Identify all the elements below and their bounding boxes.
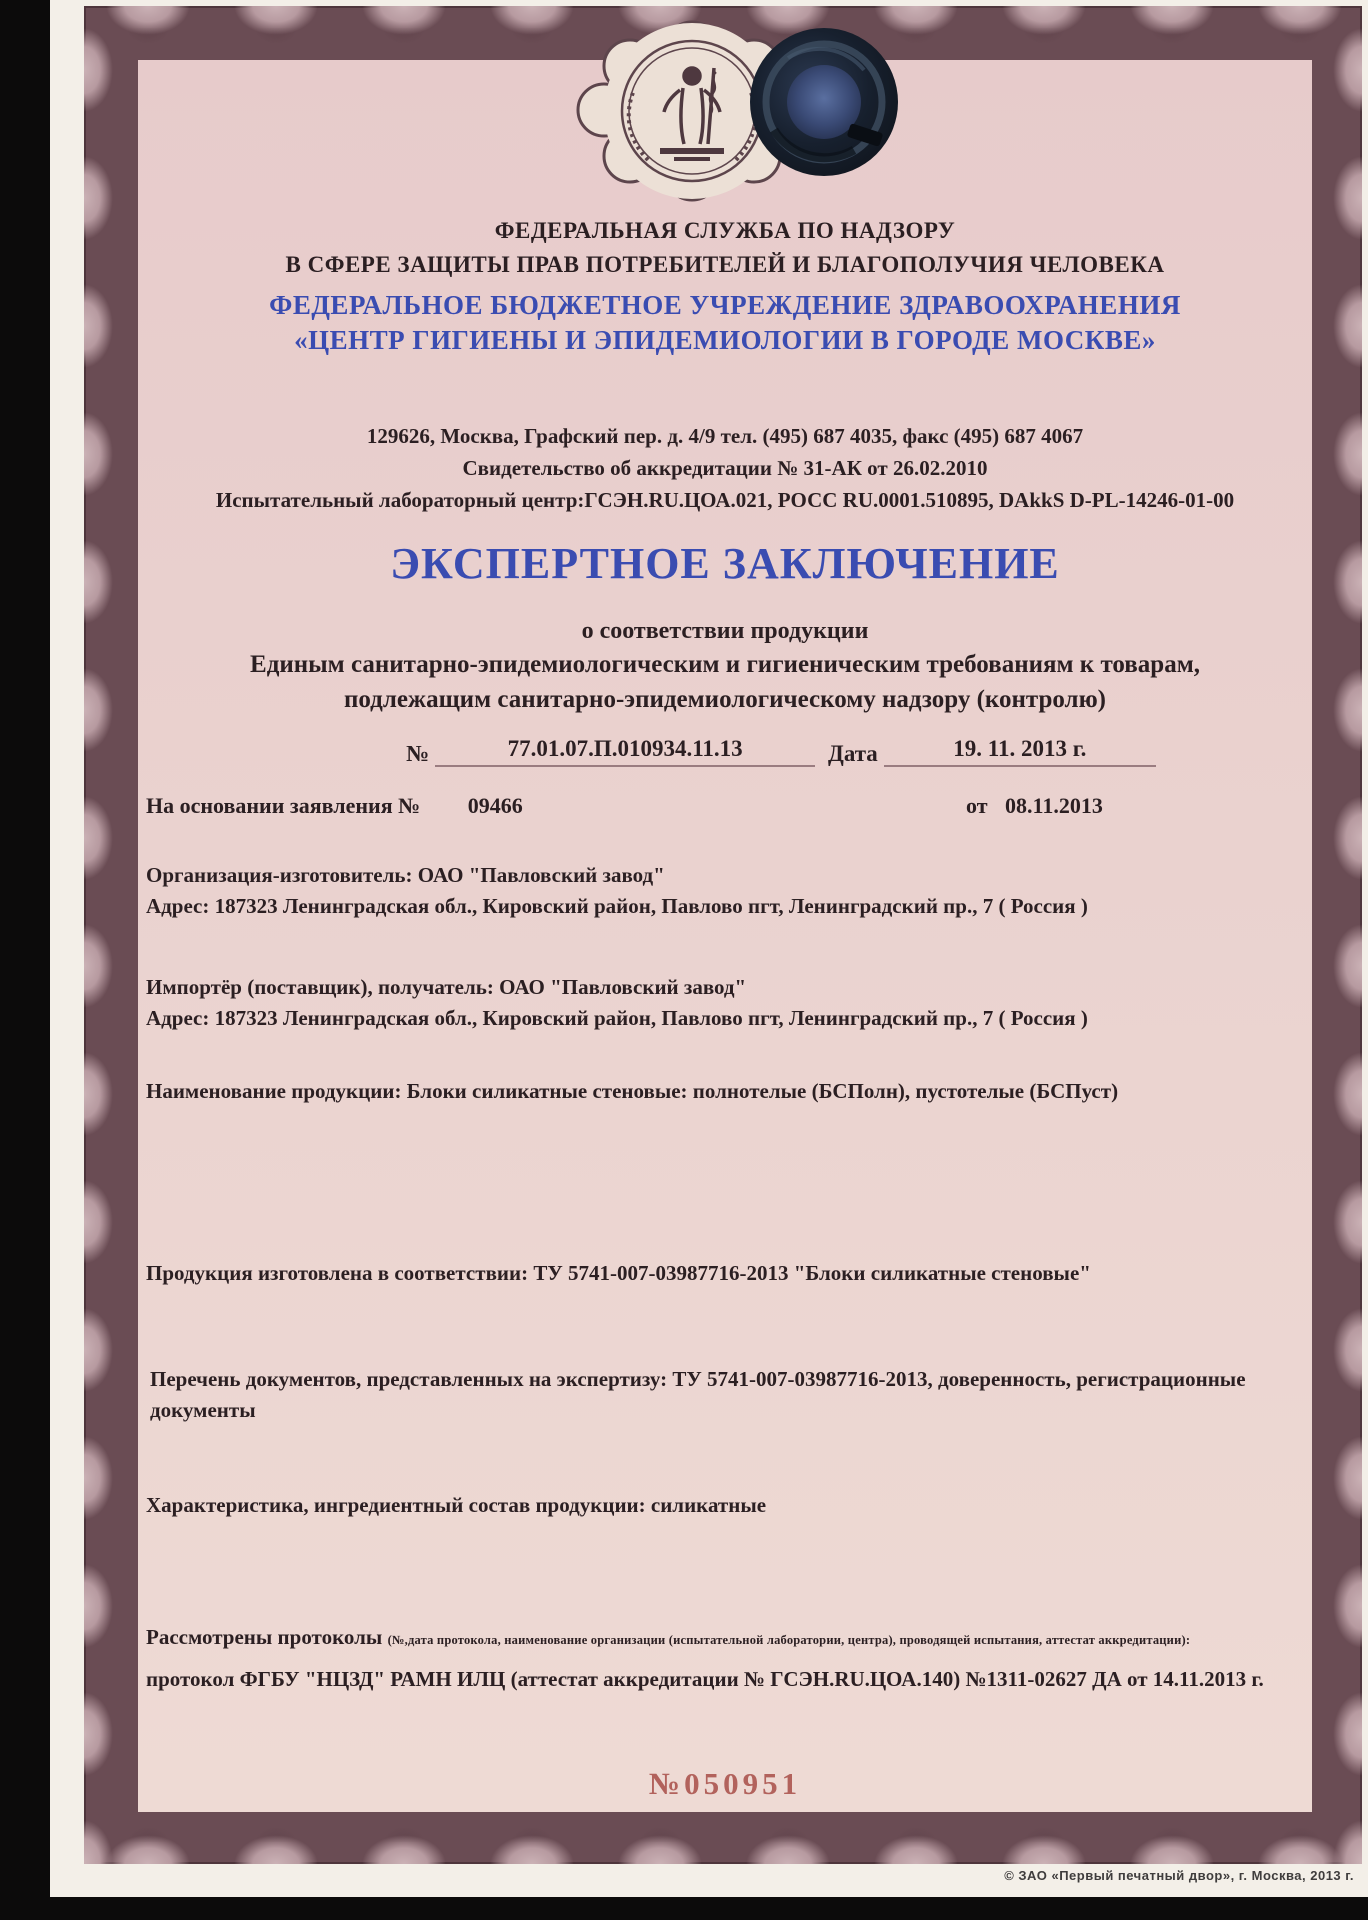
- border-edge-left: [84, 6, 136, 1864]
- date-value: 19. 11. 2013 г.: [884, 736, 1156, 767]
- importer-block: [146, 972, 1276, 1034]
- number-value: 77.01.07.П.010934.11.13: [435, 736, 815, 767]
- conformity-line: Продукция изготовлена в соответствии: ТУ 5741-007-03987716-2013 "Блоки силикатные стеновые": [146, 1261, 1091, 1285]
- protocols-small-print: (№,дата протокола, наименование организации (испытательной лаборатории, центра), проводящей испытания, аттестат аккредитации):: [387, 1633, 1191, 1647]
- printer-imprint: © ЗАО «Первый печатный двор», г. Москва, 2013 г.: [1004, 1868, 1354, 1883]
- scanned-certificate-page: [50, 0, 1368, 1897]
- document-date-field: [828, 736, 1156, 767]
- manufacturer-block: [146, 860, 1276, 922]
- subtitle-line2: Единым санитарно-эпидемиологическим и гигиеническим требованиям к товарам,: [250, 651, 1200, 678]
- lab-center-line: Испытательный лабораторный центр:ГСЭН.RU.ЦОА.021, РОСС RU.0001.510895, DAkkS D-PL-14246-01-00: [215, 488, 1235, 512]
- manufacturer-address: Адрес: 187323 Ленинградская обл., Кировский район, Павлово пгт, Ленинградский пр., 7 ( Россия ): [146, 894, 1088, 918]
- serial-number: №050951: [648, 1766, 802, 1801]
- border-edge-right: [1310, 6, 1362, 1864]
- subtitle-line3: подлежащим санитарно-эпидемиологическому надзору (контролю): [343, 686, 1106, 713]
- hologram-seal-icon: [750, 28, 898, 176]
- manufacturer-name: Организация-изготовитель: ОАО "Павловский завод": [146, 863, 665, 887]
- from-label: от: [966, 793, 988, 818]
- address-line: 129626, Москва, Графский пер. д. 4/9 тел. (495) 687 4035, факс (495) 687 4067: [366, 424, 1084, 448]
- protocols-block: [146, 1622, 1281, 1697]
- agency-name-line2: В СФЕРЕ ЗАЩИТЫ ПРАВ ПОТРЕБИТЕЛЕЙ И БЛАГОПОЛУЧИЯ ЧЕЛОВЕКА: [285, 252, 1165, 277]
- guilloche-border-frame: [84, 6, 1362, 1864]
- importer-address: Адрес: 187323 Ленинградская обл., Кировский район, Павлово пгт, Ленинградский пр., 7 ( Россия ): [146, 1006, 1088, 1030]
- application-label: На основании заявления №: [146, 793, 421, 818]
- date-label: Дата: [828, 741, 878, 766]
- certificate-body: [136, 58, 1314, 1814]
- characteristics-line: Характеристика, ингредиентный состав продукции: силикатные: [146, 1493, 767, 1517]
- document-title: ЭКСПЕРТНОЕ ЗАКЛЮЧЕНИЕ: [390, 539, 1060, 588]
- application-value: 09466: [467, 793, 523, 818]
- accreditation-line: Свидетельство об аккредитации № 31-АК от 26.02.2010: [462, 456, 988, 480]
- institution-name-line2: «ЦЕНТР ГИГИЕНЫ И ЭПИДЕМИОЛОГИИ В ГОРОДЕ МОСКВЕ»: [294, 325, 1156, 355]
- product-name-line: Наименование продукции: Блоки силикатные стеновые: полнотелые (БСПолн), пустотелые (БСПуст): [146, 1079, 1119, 1103]
- number-label: №: [406, 741, 430, 766]
- medical-emblem-icon: [502, 10, 938, 210]
- application-basis: [146, 790, 523, 821]
- documents-list: Перечень документов, представленных на экспертизу: ТУ 5741-007-03987716-2013, доверенность, регистрационные документы: [150, 1367, 1246, 1422]
- institution-name-line1: ФЕДЕРАЛЬНОЕ БЮДЖЕТНОЕ УЧРЕЖДЕНИЕ ЗДРАВООХРАНЕНИЯ: [269, 290, 1181, 320]
- agency-name-line1: ФЕДЕРАЛЬНАЯ СЛУЖБА ПО НАДЗОРУ: [494, 218, 956, 243]
- document-number-field: [406, 736, 815, 767]
- from-value: 08.11.2013: [1005, 793, 1103, 818]
- protocols-lead: Рассмотрены протоколы: [146, 1625, 388, 1649]
- top-seals: [502, 10, 938, 210]
- importer-name: Импортёр (поставщик), получатель: ОАО "Павловский завод": [146, 975, 747, 999]
- protocols-detail: протокол ФГБУ "НЦЗД" РАМН ИЛЦ (аттестат аккредитации № ГСЭН.RU.ЦОА.140) №1311-02627 ДА от 14.11.2013 г.: [146, 1667, 1264, 1691]
- border-edge-bottom: [84, 1812, 1362, 1864]
- application-from: [966, 790, 1103, 821]
- subtitle-line1: о соответствии продукции: [581, 618, 869, 644]
